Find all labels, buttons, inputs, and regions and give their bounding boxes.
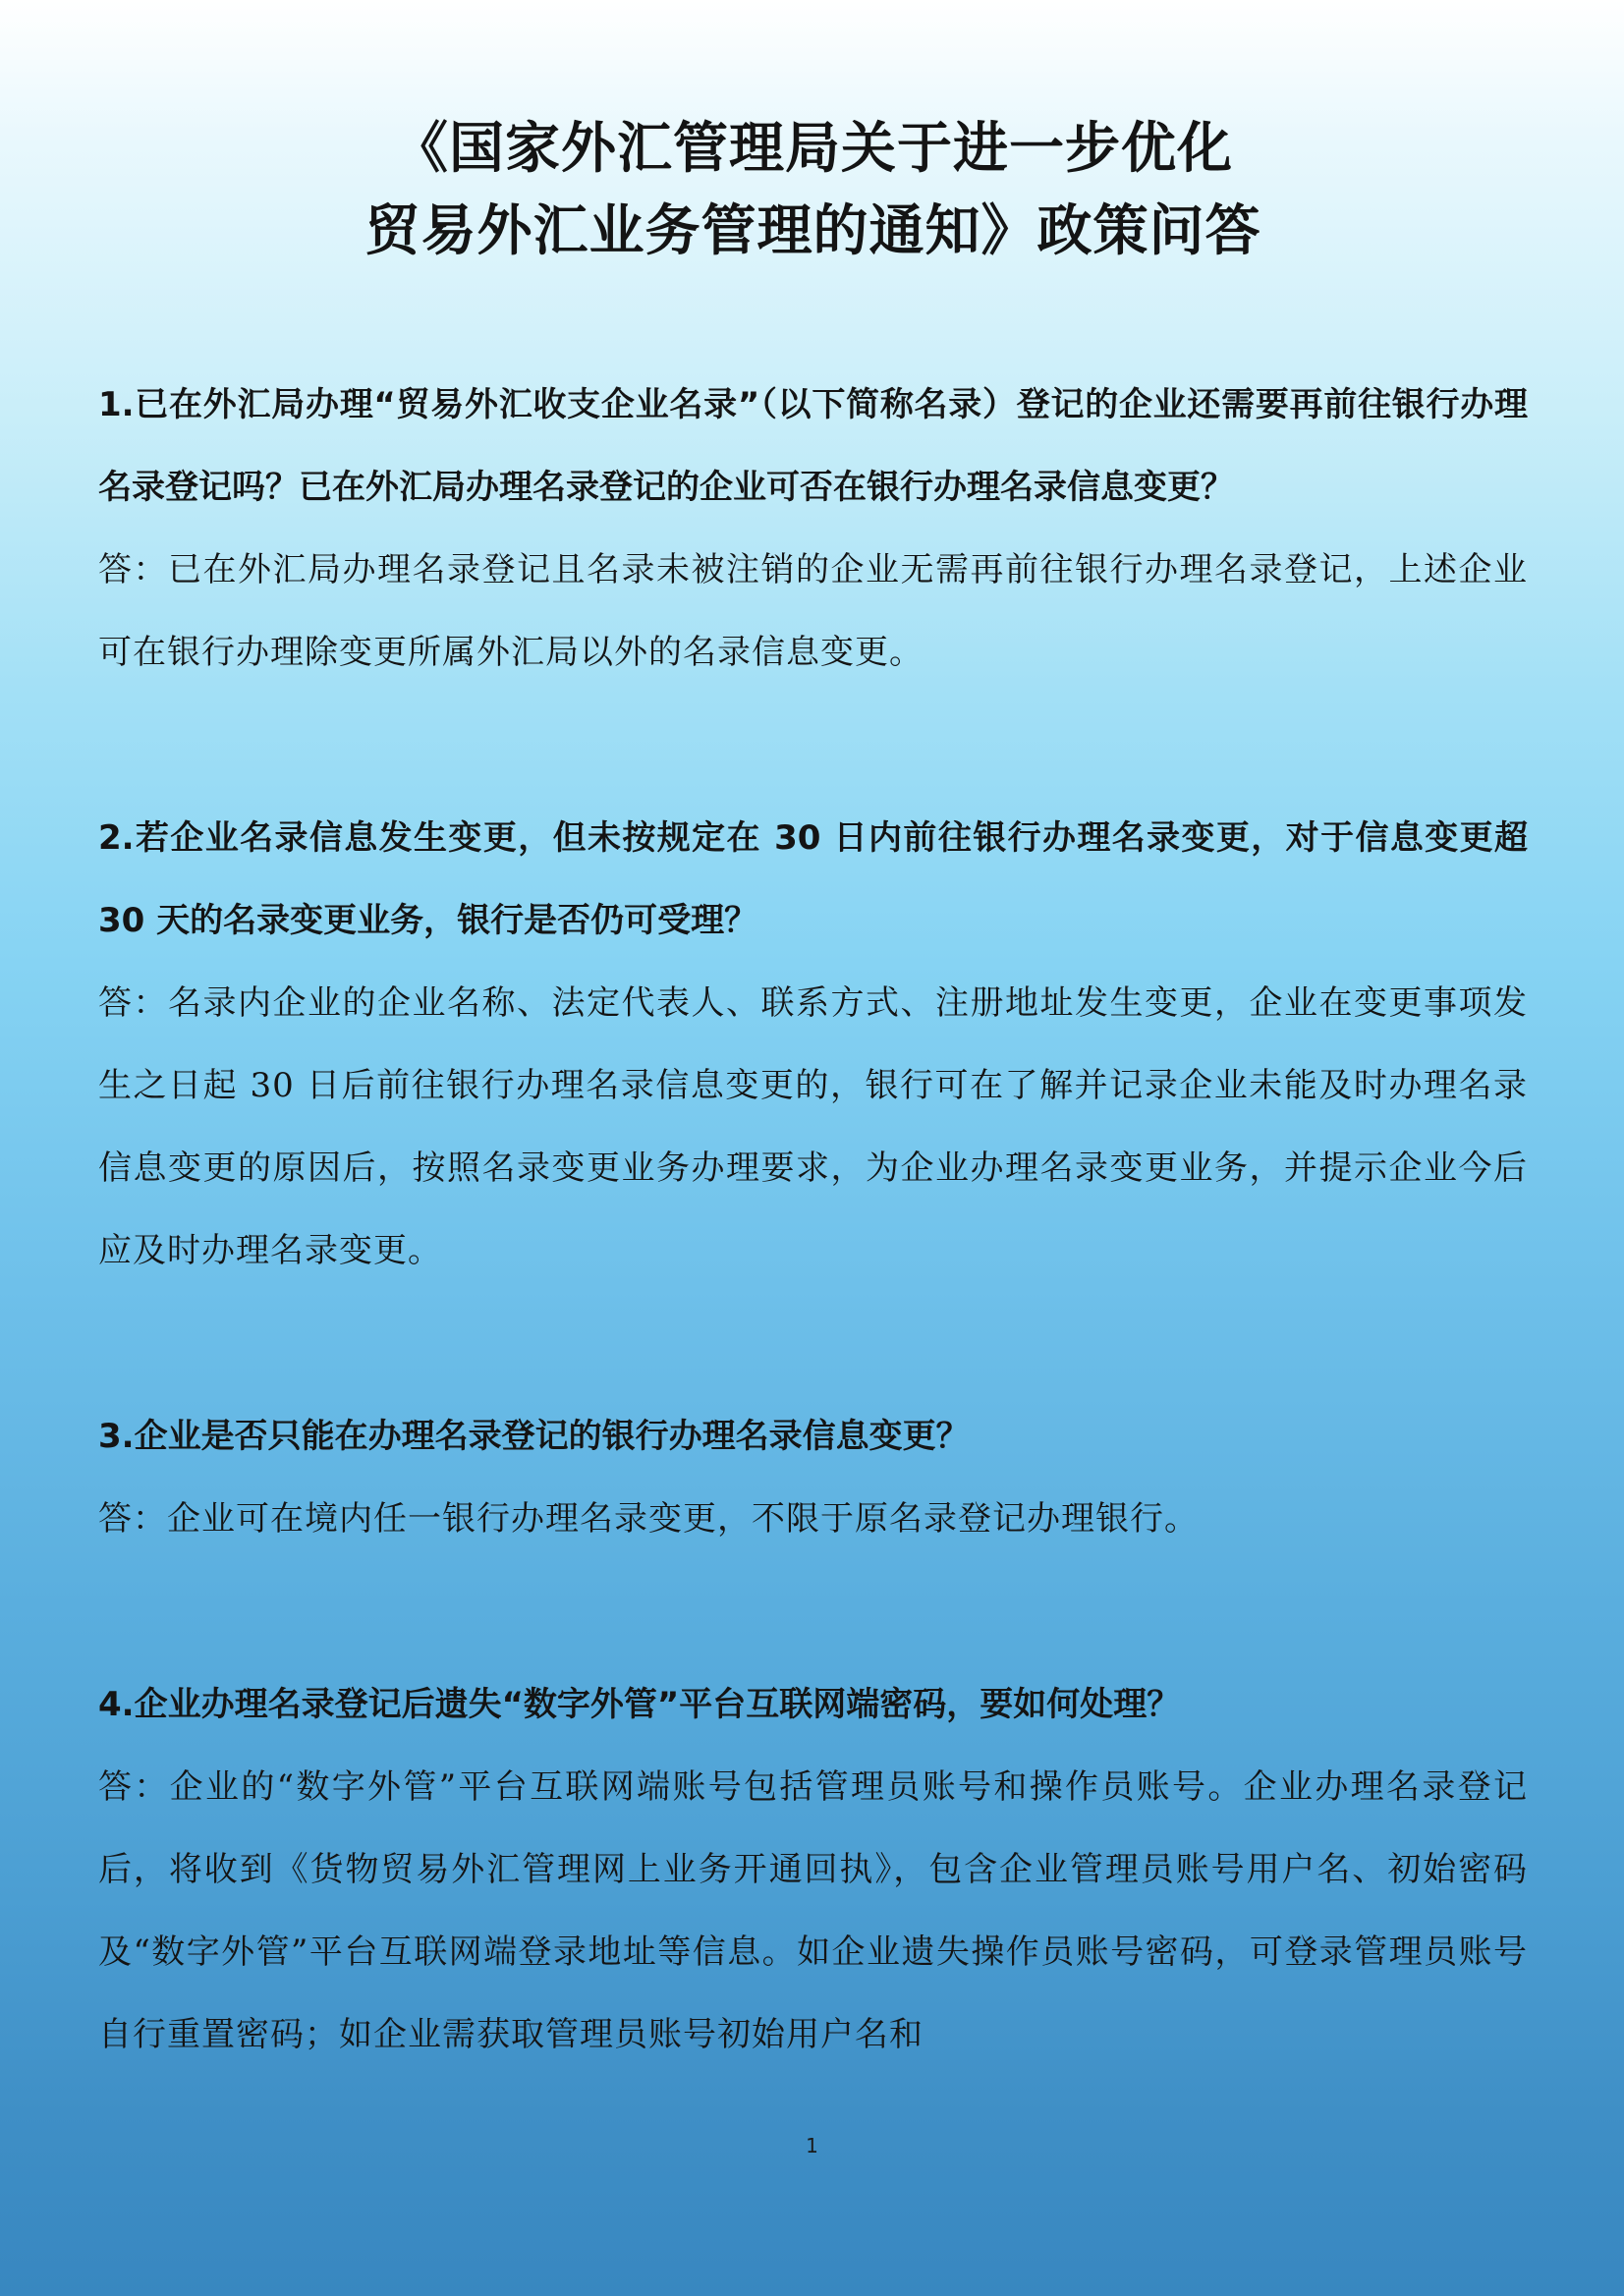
title-line-2: 贸易外汇业务管理的通知》政策问答 — [364, 199, 1261, 263]
document-title — [98, 108, 1528, 273]
qa-item-2 — [98, 797, 1528, 1292]
qa-item-4 — [98, 1663, 1528, 2076]
document-page — [98, 108, 1528, 2076]
answer-1: 答：已在外汇局办理名录登记且名录未被注销的企业无需再前往银行办理名录登记，上述企业可在银行办理除变更所属外汇局以外的名录信息变更。 — [98, 550, 1528, 672]
question-4: 4.企业办理名录登记后遗失“数字外管”平台互联网端密码，要如何处理？ — [98, 1685, 1181, 1724]
question-2: 2.若企业名录信息发生变更，但未按规定在 30 日内前往银行办理名录变更，对于信息变更超 30 天的名录变更业务，银行是否仍可受理？ — [98, 818, 1528, 940]
answer-3: 答：企业可在境内任一银行办理名录变更，不限于原名录登记办理银行。 — [98, 1499, 1199, 1539]
qa-item-3 — [98, 1395, 1528, 1560]
title-line-1: 《国家外汇管理局关于进一步优化 — [393, 117, 1233, 181]
qa-item-1 — [98, 364, 1528, 694]
question-3: 3.企业是否只能在办理名录登记的银行办理名录信息变更？ — [98, 1417, 970, 1456]
question-1: 1.已在外汇局办理“贸易外汇收支企业名录”（以下简称名录）登记的企业还需要再前往银行办理名录登记吗？已在外汇局办理名录登记的企业可否在银行办理名录信息变更？ — [98, 385, 1528, 507]
answer-4: 答：企业的“数字外管”平台互联网端账号包括管理员账号和操作员账号。企业办理名录登记后，将收到《货物贸易外汇管理网上业务开通回执》，包含企业管理员账号用户名、初始密码及“数字外管”平台互联网端登录地址等信息。如企业遗失操作员账号密码，可登录管理员账号自行重置密码；如企业需获取管理员账号初始用户名和 — [98, 1767, 1528, 2054]
page-number: 1 — [806, 2134, 818, 2157]
answer-2: 答：名录内企业的企业名称、法定代表人、联系方式、注册地址发生变更，企业在变更事项发生之日起 30 日后前往银行办理名录信息变更的，银行可在了解并记录企业未能及时办理名录信息变更的原因后，按照名录变更业务办理要求，为企业办理名录变更业务，并提示企业今后应及时办理名录变更。 — [98, 983, 1528, 1270]
